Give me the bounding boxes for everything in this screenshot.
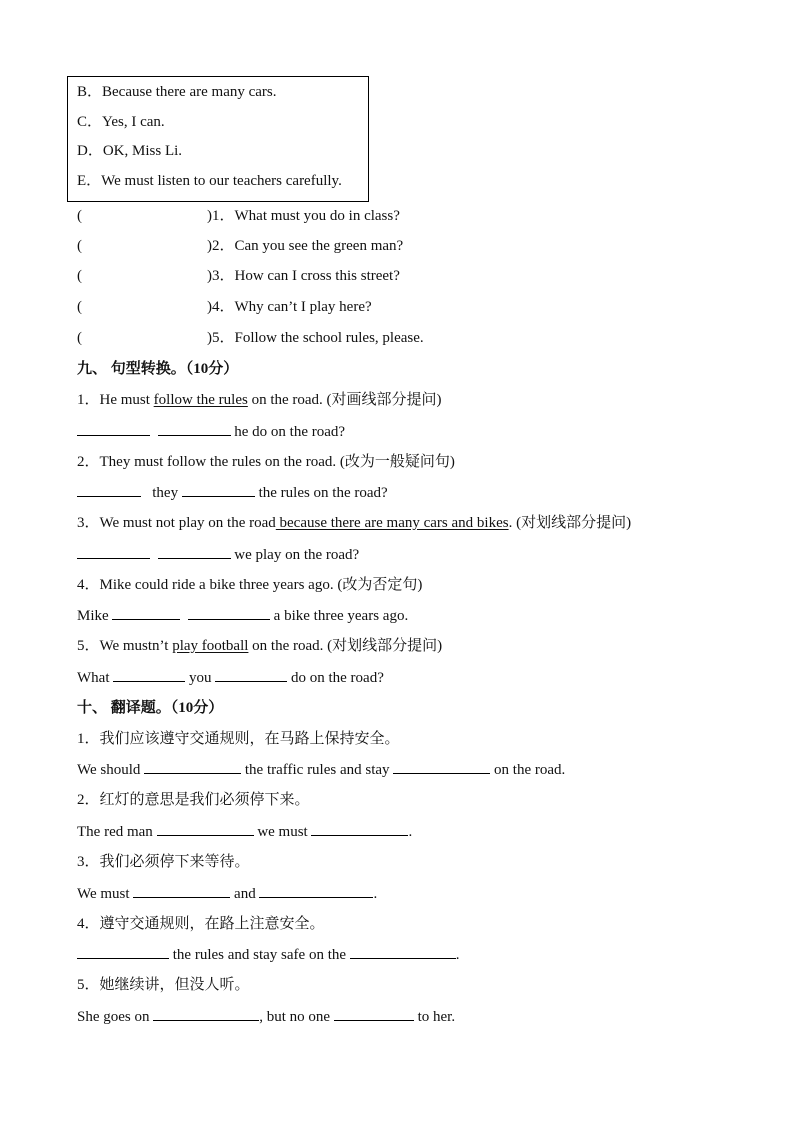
question-number: )1． [207, 208, 235, 224]
answer-paren-open[interactable]: ( [77, 330, 82, 346]
s9-answer-2: they the rules on the road? [77, 481, 388, 503]
s9-question-3: 3．We must not play on the road because there are many cars and bikes. (对划线部分提问) [77, 515, 632, 531]
answer-blank[interactable] [77, 943, 169, 959]
option-letter: E． [77, 173, 102, 189]
option-text: We must listen to our teachers carefully. [101, 173, 342, 189]
option-letter: D． [77, 143, 103, 159]
answer-blank[interactable] [153, 1005, 259, 1021]
answer-blank[interactable] [350, 943, 456, 959]
s10-question-5: 5．她继续讲，但没人听。 [77, 977, 250, 993]
question-text: Follow the school rules, please. [234, 330, 424, 346]
answer-blank[interactable] [157, 820, 254, 836]
s10-question-3: 3．我们必须停下来等待。 [77, 854, 250, 870]
answer-blank[interactable] [182, 481, 255, 497]
option-letter: B． [77, 84, 103, 100]
matching-item-3 [77, 265, 677, 287]
s9-answer-4: Mike a bike three years ago. [77, 604, 408, 626]
s9-answer-3: we play on the road? [77, 543, 359, 565]
answer-blank[interactable] [144, 758, 241, 774]
s9-question-5: 5．We mustn’t play football on the road. (对划线部分提问) [77, 638, 443, 654]
s10-question-2: 2．红灯的意思是我们必须停下来。 [77, 792, 310, 808]
answer-blank[interactable] [77, 420, 150, 436]
answer-blank[interactable] [334, 1005, 414, 1021]
answer-paren-open[interactable]: ( [77, 238, 82, 254]
s9-question-1: 1．He must follow the rules on the road. (对画线部分提问) [77, 392, 442, 408]
answer-paren-open[interactable]: ( [77, 268, 82, 284]
option-d [77, 140, 182, 162]
option-letter: C． [77, 114, 103, 130]
answer-blank[interactable] [393, 758, 490, 774]
s9-answer-5: What you do on the road? [77, 666, 384, 688]
matching-item-4 [77, 296, 677, 318]
question-text: Why can’t I play here? [234, 299, 372, 315]
option-b [77, 81, 277, 103]
answer-blank[interactable] [158, 543, 231, 559]
answer-blank[interactable] [112, 604, 180, 620]
underlined-phrase: follow the rules [153, 392, 248, 408]
s10-question-1: 1．我们应该遵守交通规则，在马路上保持安全。 [77, 731, 400, 747]
answer-blank[interactable] [158, 420, 231, 436]
answer-blank[interactable] [77, 481, 141, 497]
answer-blank[interactable] [311, 820, 408, 836]
s9-question-2: 2．They must follow the rules on the road. (改为一般疑问句) [77, 454, 455, 470]
matching-item-5 [77, 327, 677, 349]
section-9-title: 九、 句型转换。（10分） [77, 361, 239, 377]
s10-answer-1: We should the traffic rules and stay on the road. [77, 758, 565, 780]
option-text: Because there are many cars. [102, 84, 277, 100]
answer-blank[interactable] [259, 882, 373, 898]
options-box [67, 76, 369, 202]
question-number: )4． [207, 299, 235, 315]
question-number: )2． [207, 238, 235, 254]
answer-blank[interactable] [188, 604, 270, 620]
answer-blank[interactable] [215, 666, 287, 682]
question-text: What must you do in class? [234, 208, 400, 224]
underlined-phrase: play football [172, 638, 249, 654]
underlined-phrase: because there are many cars and bikes [275, 515, 509, 531]
question-text: Can you see the green man? [234, 238, 404, 254]
s10-answer-4: the rules and stay safe on the . [77, 943, 460, 965]
s10-question-4: 4．遵守交通规则，在路上注意安全。 [77, 916, 325, 932]
matching-item-1 [77, 205, 677, 227]
option-text: OK, Miss Li. [102, 143, 183, 159]
matching-item-2 [77, 235, 677, 257]
section-10-title: 十、 翻译题。（10分） [77, 700, 224, 716]
answer-blank[interactable] [113, 666, 185, 682]
question-text: How can I cross this street? [234, 268, 400, 284]
s10-answer-3: We must and . [77, 882, 377, 904]
s10-answer-2: The red man we must . [77, 820, 412, 842]
option-e [77, 170, 342, 192]
option-text: Yes, I can. [102, 114, 165, 130]
question-number: )5． [207, 330, 235, 346]
option-c [77, 111, 165, 133]
answer-blank[interactable] [133, 882, 230, 898]
answer-paren-open[interactable]: ( [77, 299, 82, 315]
question-number: )3． [207, 268, 235, 284]
answer-blank[interactable] [77, 543, 150, 559]
s10-answer-5: She goes on , but no one to her. [77, 1005, 455, 1027]
s9-question-4: 4．Mike could ride a bike three years ago. (改为否定句) [77, 577, 423, 593]
answer-paren-open[interactable]: ( [77, 208, 82, 224]
s9-answer-1: he do on the road? [77, 420, 345, 442]
